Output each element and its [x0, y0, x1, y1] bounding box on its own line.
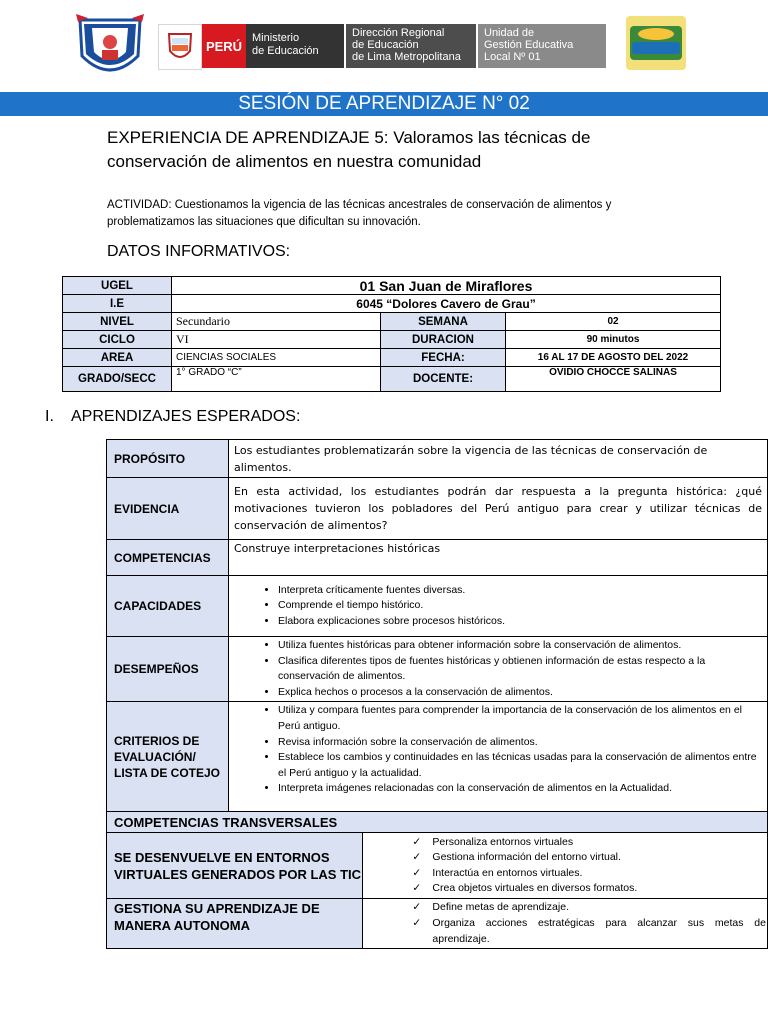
semana-value: 02: [506, 313, 721, 331]
list-item: • Interpreta críticamente fuentes diversas.: [278, 583, 766, 599]
ciclo-value: VI: [172, 331, 381, 349]
ie-label-cell: I.E: [63, 295, 172, 313]
desempenos-cell: [229, 637, 768, 702]
ugel-value: 01 San Juan de Miraflores: [172, 277, 721, 295]
activity-text: ACTIVIDAD: Cuestionamos la vigencia de las técnicas ancestrales de conservación de alimentos y problematizamos las situaciones que dificultan su innovación.: [107, 199, 612, 228]
gestiona-label: GESTIONA SU APRENDIZAJE DE MANERA AUTONOMA: [107, 899, 363, 949]
tic-list: [364, 835, 766, 897]
list-item: ✓ Personaliza entornos virtuales: [412, 835, 766, 851]
check-icon: ✓: [412, 901, 422, 914]
desempenos-label: DESEMPEÑOS: [107, 637, 229, 702]
peru-label: PERÚ: [202, 24, 246, 68]
capacidades-label: CAPACIDADES: [107, 576, 229, 637]
aprendizajes-table: [106, 439, 768, 949]
list-item: • Comprende el tiempo histórico.: [278, 598, 766, 614]
list-item: • Revisa información sobre la conservación de alimentos.: [278, 735, 766, 751]
section-heading-aprendizajes: I. APRENDIZAJES ESPERADOS:: [45, 408, 301, 425]
criterios-label: CRITERIOS DE EVALUACIÓN/ LISTA DE COTEJO: [107, 702, 229, 812]
criterios-cell: [229, 702, 768, 812]
list-item: ✓ Interactúa en entornos virtuales.: [412, 866, 766, 882]
nivel-value: Secundario: [172, 313, 381, 331]
nivel-label-cell: NIVEL: [63, 313, 172, 331]
list-item: • Interpreta imágenes relacionadas con la conservación de alimentos en la Actualidad.: [278, 781, 766, 797]
docente-value: OVIDIO CHOCCE SALINAS: [506, 367, 721, 392]
national-shield-icon: [158, 24, 202, 70]
competencias-label: COMPETENCIAS: [107, 540, 229, 576]
fecha-label-cell: FECHA:: [381, 349, 506, 367]
check-icon: ✓: [412, 851, 422, 864]
list-item: ✓ Organiza acciones estratégicas para alcanzar sus metas de aprendizaje.: [412, 916, 766, 947]
check-icon: ✓: [412, 882, 422, 895]
gestiona-list: [364, 900, 766, 947]
semana-label-cell: SEMANA: [381, 313, 506, 331]
list-item: • Utiliza fuentes históricas para obtener información sobre la conservación de alimentos.: [278, 638, 766, 654]
capacidades-list: [230, 583, 766, 630]
drelm-label: Dirección Regional de Educación de Lima Metropolitana: [346, 24, 476, 68]
check-icon: ✓: [412, 916, 422, 929]
ugel-label-cell: UGEL: [63, 277, 172, 295]
competencias-text: Construye interpretaciones históricas: [229, 540, 768, 576]
capacidades-cell: [229, 576, 768, 637]
desempenos-list: [230, 638, 766, 700]
experience-title: EXPERIENCIA DE APRENDIZAJE 5: Valoramos las técnicas de conservación de alimentos en nuestra comunidad: [107, 128, 591, 171]
grado-label-cell: GRADO/SECC: [63, 367, 172, 392]
list-item: • Clasifica diferentes tipos de fuentes históricas y obtienen información de estas respecto a la conservación de alimentos.: [278, 654, 766, 685]
gestiona-cell: [363, 899, 768, 949]
ciclo-label-cell: CICLO: [63, 331, 172, 349]
fecha-value: 16 AL 17 DE AGOSTO DEL 2022: [506, 349, 721, 367]
check-icon: ✓: [412, 866, 422, 879]
session-title: SESIÓN DE APRENDIZAJE N° 02: [0, 92, 768, 116]
docente-label-cell: DOCENTE:: [381, 367, 506, 392]
tic-label: SE DESENVUELVE EN ENTORNOS VIRTUALES GENERADOS POR LAS TIC: [107, 833, 363, 899]
criterios-list: [230, 703, 766, 797]
document-header: [0, 0, 768, 90]
list-item: ✓ Crea objetos virtuales en diversos formatos.: [412, 881, 766, 897]
area-value: CIENCIAS SOCIALES: [172, 349, 381, 367]
government-logo-strip: [158, 24, 606, 68]
transversales-heading: COMPETENCIAS TRANSVERSALES: [107, 812, 768, 833]
evidencia-text: En esta actividad, los estudiantes podrán dar respuesta a la pregunta histórica: ¿qué motivaciones tuvieron los pobladores del Perú antiguo para crear y utilizar técnicas de conservación de alimentos?: [229, 478, 768, 540]
info-table: [62, 276, 721, 392]
duracion-value: 90 minutos: [506, 331, 721, 349]
completa-badge-icon: [626, 16, 686, 70]
duracion-label-cell: DURACION: [381, 331, 506, 349]
datos-heading: DATOS INFORMATIVOS:: [107, 243, 291, 260]
proposito-label: PROPÓSITO: [107, 440, 229, 478]
area-label-cell: AREA: [63, 349, 172, 367]
proposito-text: Los estudiantes problematizarán sobre la vigencia de las técnicas de conservación de alimentos.: [229, 440, 768, 478]
check-icon: ✓: [412, 835, 422, 848]
evidencia-label: EVIDENCIA: [107, 478, 229, 540]
list-item: ✓ Define metas de aprendizaje.: [412, 900, 766, 916]
list-item: • Elabora explicaciones sobre procesos históricos.: [278, 614, 766, 630]
tic-cell: [363, 833, 768, 899]
school-crest-icon: [74, 12, 146, 82]
list-item: • Establece los cambios y continuidades en las técnicas usadas para la conservación de alimentos entre el Perú antiguo y la actualidad.: [278, 750, 766, 781]
list-item: • Utiliza y compara fuentes para comprender la importancia de la conservación de los alimentos en el Perú antiguo.: [278, 703, 766, 734]
grado-value: 1° GRADO “C”: [172, 367, 381, 392]
list-item: • Explica hechos o procesos a la conservación de alimentos.: [278, 685, 766, 701]
ie-value: 6045 “Dolores Cavero de Grau”: [172, 295, 721, 313]
ministry-label: Ministerio de Educación: [246, 24, 344, 68]
ugel-label: Unidad de Gestión Educativa Local Nº 01: [478, 24, 606, 68]
list-item: ✓ Gestiona información del entorno virtual.: [412, 850, 766, 866]
